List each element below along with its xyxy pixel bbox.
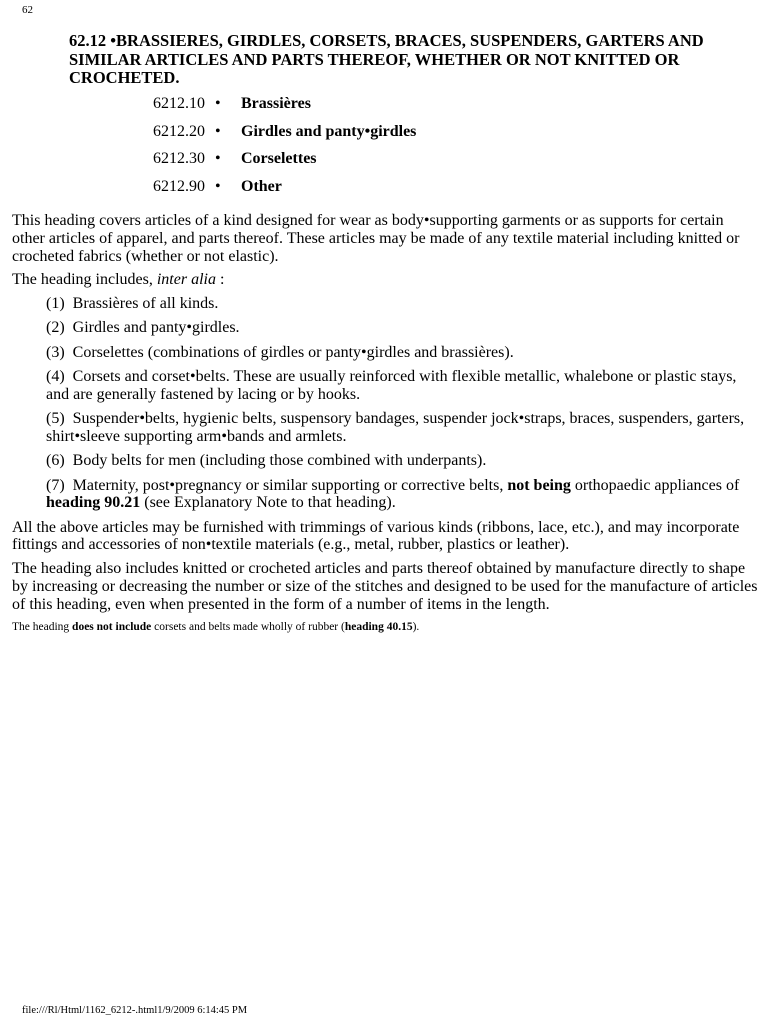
- subheading-code: 6212.20: [153, 122, 205, 140]
- list-item-number: (3): [46, 343, 65, 361]
- bullet-icon: •: [215, 122, 221, 140]
- subheading-row: [153, 94, 416, 122]
- list-item-number: (6): [46, 452, 65, 470]
- list-item-number: (7): [46, 476, 65, 494]
- list-item: [46, 344, 760, 362]
- heading-title: 62.12 •BRASSIERES, GIRDLES, CORSETS, BRACES, SUSPENDERS, GARTERS AND SIMILAR ARTICLES AND PARTS THEREOF, WHETHER OR NOT KNITTED OR CROCHETED.: [69, 31, 704, 87]
- page-number: 62: [22, 4, 33, 16]
- exclusion-text-2: corsets and belts made wholly of rubber (: [151, 620, 345, 633]
- item7-text-1: Maternity, post•pregnancy or similar supporting or corrective belts,: [72, 476, 508, 494]
- list-item-number: (2): [46, 319, 65, 337]
- item7-text-2: orthopaedic appliances of: [570, 476, 740, 494]
- subheading-row: [153, 122, 416, 150]
- subheading-label: Girdles and panty•girdles: [241, 122, 417, 140]
- exclusion-text-3: ).: [412, 620, 420, 633]
- list-item: [46, 319, 760, 337]
- bullet-icon: •: [215, 95, 221, 112]
- list-item: [46, 368, 760, 404]
- list-item-text: Corsets and corset•belts. These are usually reinforced with flexible metallic, whalebone or plastic stays, and are generally fastened by lacing or by hooks.: [46, 368, 737, 403]
- subheading-code: 6212.10: [153, 95, 205, 112]
- list-item-text: Corselettes (combinations of girdles or panty•girdles and brassières).: [72, 343, 514, 361]
- item7-text-3: (see Explanatory Note to that heading).: [140, 494, 396, 512]
- list-item-number: (1): [46, 295, 65, 313]
- list-item-text: Girdles and panty•girdles.: [72, 319, 240, 337]
- item7-heading-ref: heading 90.21: [46, 494, 141, 512]
- subheading-label: Corselettes: [241, 150, 317, 167]
- list-item: [46, 477, 760, 513]
- subheading-row: [153, 177, 416, 205]
- exclusion-heading-ref: heading 40.15: [344, 620, 413, 633]
- subheading-code: 6212.30: [153, 150, 205, 167]
- subheading-row: [153, 149, 416, 177]
- trimmings-paragraph: All the above articles may be furnished with trimmings of various kinds (ribbons, lace, etc.), and may incorporate fittings and accessories of non•textile materials (e.g., metal, rubber, plastics or leather).: [12, 518, 740, 554]
- includes-lead-text: The heading includes,: [12, 271, 153, 289]
- bullet-icon: •: [215, 177, 221, 195]
- footer-file-path: file:///Rl/Html/1162_6212-.html1/9/2009 6:14:45 PM: [22, 1005, 248, 1016]
- list-item-text: Suspender•belts, hygienic belts, suspensory bandages, suspender jock•straps, braces, suspenders, garters, shirt•sleeve supporting arm•bands and armlets.: [46, 410, 745, 445]
- subheading-label: Brassières: [241, 95, 311, 112]
- bullet-icon: •: [215, 150, 221, 167]
- list-item: [46, 410, 760, 446]
- subheading-label: Other: [241, 177, 282, 195]
- list-item-text: Brassières of all kinds.: [72, 295, 219, 313]
- exclusion-paragraph: [12, 620, 760, 634]
- document-body: [12, 212, 760, 640]
- exclusion-text-1: The heading: [12, 620, 73, 633]
- list-item-text: Body belts for men (including those combined with underpants).: [72, 452, 487, 470]
- item7-not-being: not being: [507, 476, 571, 494]
- includes-colon: :: [215, 271, 225, 289]
- list-item: [46, 452, 760, 470]
- subheading-code: 6212.90: [153, 177, 205, 195]
- exclusion-does-not-include: does not include: [72, 620, 152, 633]
- includes-lead: [12, 271, 760, 289]
- intro-paragraph: This heading covers articles of a kind designed for wear as body•supporting garments or as supports for certain other articles of apparel, and parts thereof. These articles may be made of any textile material including knitted or crocheted fabrics (whether or not elastic).: [12, 212, 740, 265]
- knitted-paragraph: The heading also includes knitted or crocheted articles and parts thereof obtained by manufacture directly to shape by increasing or decreasing the number or size of the stitches and designed to be used for the manufacture of articles of this heading, even when presented in the form of a number of items in the length.: [12, 560, 758, 613]
- list-item-number: (5): [46, 410, 65, 428]
- inter-alia: inter alia: [156, 271, 216, 289]
- list-item: [46, 295, 760, 313]
- list-item-number: (4): [46, 368, 65, 386]
- subheading-list: [153, 94, 416, 204]
- includes-list: [12, 295, 760, 512]
